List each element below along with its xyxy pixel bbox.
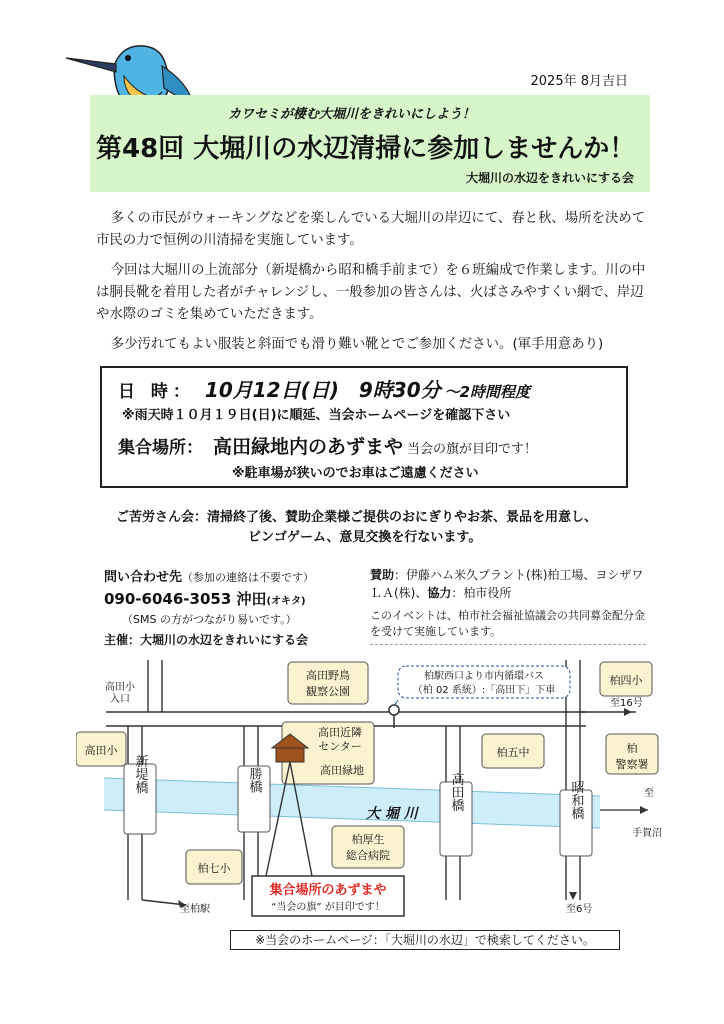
map-label-to-teganuma-1: 至 [644, 788, 654, 799]
contact-phone-reading: (オキタ) [266, 596, 306, 607]
access-map [76, 650, 676, 930]
rain-note: ※雨天時１０月１９日(日)に順延、当会ホームページを確認下さい [122, 408, 511, 423]
meeting-place-note: 当会の旗が目印です！ [407, 442, 538, 457]
map-label-hospital-2: 総合病院 [346, 849, 390, 862]
map-label-takada-bridge: 高田橋 [448, 772, 464, 812]
map-label-kashiwa5: 柏五中 [496, 746, 530, 759]
meeting-place-value: 高田緑地内のあずまや [213, 436, 404, 458]
map-label-showa-bridge: 昭和橋 [568, 780, 584, 820]
fund-note: このイベントは、柏市社会福祉協議会の共同募金配分金を受けて実施しています。 [370, 608, 646, 645]
bus-info-line-1: 柏駅西口より市内循環バス [424, 671, 544, 682]
issue-date: 2025年 8月吉日 [530, 74, 628, 89]
event-info-box [100, 366, 628, 488]
contact-heading-label: 問い合わせ先 [104, 570, 183, 585]
map-label-to16: 至16号 [610, 698, 643, 709]
map-label-to-kashiwa-station: 至柏駅 [180, 904, 210, 915]
map-label-takada-entrance-1: 高田小 [105, 682, 135, 693]
map-label-kashiwa4: 柏四小 [609, 674, 643, 687]
sponsor-label: 賛助 [370, 568, 395, 582]
sms-note: （SMS の方がつながり易いです。） [122, 613, 297, 626]
intro-paragraph-1: 多くの市民がウォーキングなどを楽しんでいる大堀川の岸辺にて、春と秋、場所を決めて市民の力で恒例の川清掃を実施しています。 [96, 211, 646, 248]
map-label-hospital-1: 柏厚生 [351, 833, 385, 846]
map-label-police-1: 柏 [626, 742, 638, 755]
map-label-kinrin-2: センター [318, 740, 362, 753]
map-label-ryokuchi: 高田緑地 [320, 764, 364, 777]
event-duration: ～2時間程度 [444, 383, 531, 401]
page-title: 第48回 大堀川の水辺清掃に参加しませんか！ [96, 134, 636, 164]
sponsor-line [370, 566, 646, 602]
intro-paragraph-3: 多少汚れてもよい服装と斜面でも滑り難い靴とでご参加ください。(軍手用意あり) [110, 337, 604, 352]
map-label-to-teganuma-2: 手賀沼 [632, 828, 662, 839]
map-label-bird-park-1: 高田野鳥 [306, 669, 350, 682]
intro-section [96, 208, 656, 364]
map-label-takada-entrance-2: 入口 [110, 694, 130, 705]
map-label-to6: 至6号 [566, 904, 593, 915]
cooperation-text: ：柏市役所 [451, 586, 512, 600]
meeting-place-label: 集合場所： [118, 438, 203, 458]
map-label-katsu-bridge: 勝橋 [246, 767, 262, 793]
map-label-takada-sho: 高田小 [84, 744, 118, 757]
event-date-line [118, 374, 530, 403]
map-label-river: 大 堀 川 [366, 806, 418, 822]
organizer-name: 大堀川の水辺をきれいにする会 [465, 171, 634, 185]
thanks-party-section [116, 508, 597, 548]
contact-heading [104, 566, 364, 585]
river-shape [104, 778, 600, 828]
host-name: 主催：大堀川の水辺をきれいにする会 [104, 633, 309, 647]
cooperation-label: 協力 [427, 586, 452, 600]
contact-section [104, 566, 364, 648]
map-label-police-2: 警察署 [615, 758, 649, 771]
banner-subtitle: カワセミが棲む大堀川をきれいにしよう！ [228, 107, 476, 122]
map-label-kashiwa7: 柏七小 [197, 862, 231, 875]
meeting-point-title: 集合場所のあずまや [269, 883, 387, 898]
sponsor-section [370, 566, 646, 645]
meeting-place-line [118, 432, 537, 459]
thanks-line-2: ビンゴゲーム、意見交換を行ないます。 [248, 530, 482, 545]
meeting-point-note: “当会の旗” が目印です！ [271, 902, 385, 913]
homepage-note: ※当会のホームページ：「大堀川の水辺」で検索してください。 [230, 930, 620, 950]
contact-phone-number: 090-6046-3053 沖田 [104, 590, 267, 608]
map-label-shintei-bridge: 新堤橋 [132, 754, 148, 794]
event-date-value: 10月12日(日) 9時30分 [204, 378, 441, 402]
parking-note: ※駐車場が狭いのでお車はご遠慮ください [232, 466, 479, 481]
contact-heading-note: （参加の連絡は不要です） [182, 571, 315, 584]
contact-phone [104, 588, 364, 609]
bus-info-line-2: （柏 02 系統）:「高田下」下車 [412, 685, 556, 696]
sponsor-text: ：伊藤ハム米久プラント(株)柏工場、ヨシザワＬＡ(株)、 [370, 568, 644, 600]
event-date-label: 日 時： [118, 382, 195, 402]
map-label-kinrin-1: 高田近隣 [318, 726, 362, 739]
intro-paragraph-2: 今回は大堀川の上流部分（新堤橋から昭和橋手前まで）を６班編成で作業します。川の中は胴長靴を着用した者がチャレンジし、一般参加の皆さんは、火ばさみやすくい網で、岸辺や水際のゴミを集めていただきます。 [96, 263, 646, 322]
title-banner [90, 95, 650, 192]
thanks-line-1: ご苦労さん会：清掃終了後、賛助企業様ご提供のおにぎりやお茶、景品を用意し、 [116, 510, 598, 525]
map-label-bird-park-2: 観察公園 [306, 685, 350, 698]
